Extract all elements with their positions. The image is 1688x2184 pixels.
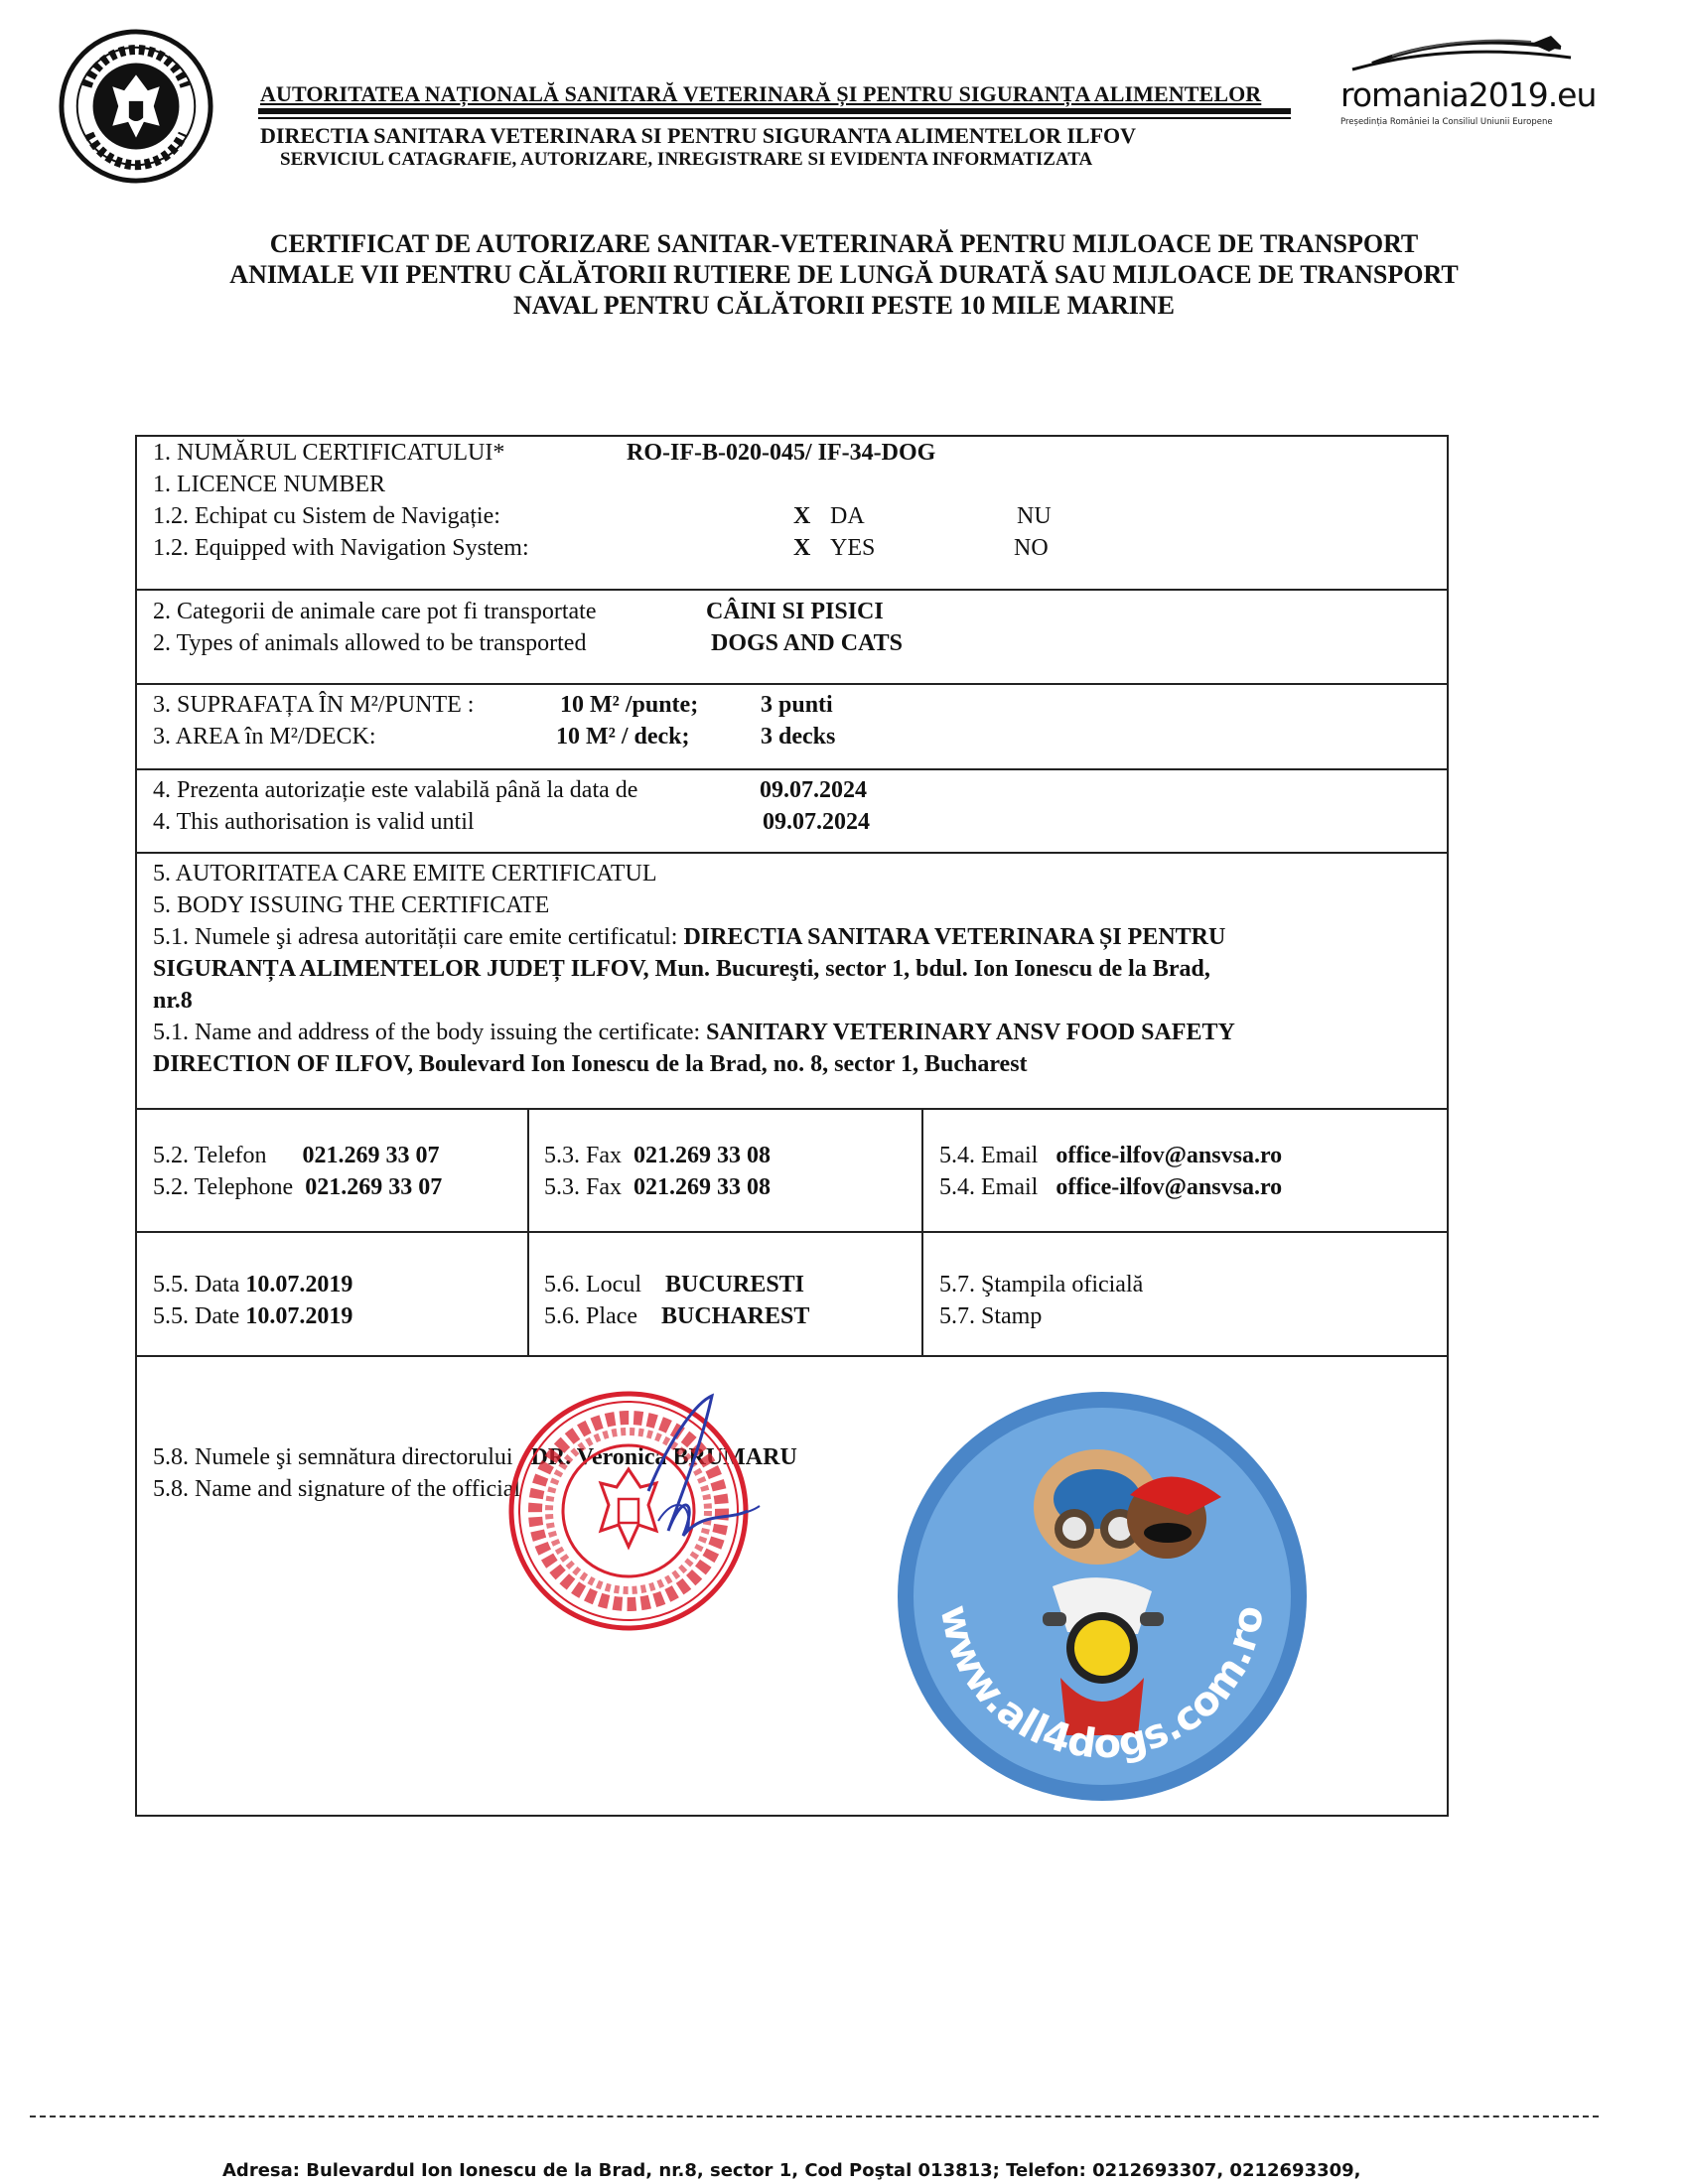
stamp-label-ro: 5.7. Ştampila oficială: [939, 1272, 1144, 1297]
navigation-no-en: NO: [1014, 535, 1049, 561]
logo-text: romania2019.eu: [1340, 75, 1597, 114]
logo-subtext: Președinția României la Consiliul Uniunii Europene: [1340, 117, 1553, 127]
fax-value-ro: 021.269 33 08: [633, 1143, 771, 1168]
date-ro: [153, 1269, 352, 1300]
fax-label-en: 5.3. Fax: [544, 1174, 622, 1200]
col-divider: [527, 1108, 529, 1355]
government-seal: [58, 28, 214, 185]
issuer-name-value-en: SANITARY VETERINARY ANSV FOOD SAFETY: [706, 1020, 1235, 1045]
validity-label-ro: 4. Prezenta autorizație este valabilă până la data de: [153, 777, 638, 803]
ship-icon: [1333, 28, 1581, 77]
telephone-en: [153, 1171, 442, 1203]
sticker-url: www.all4dogs.com.ro: [930, 1601, 1274, 1768]
animals-value-en: DOGS AND CATS: [711, 630, 903, 656]
issuer-heading-ro: 5. AUTORITATEA CARE EMITE CERTIFICATUL: [153, 861, 657, 887]
navigation-mark-ro: X: [793, 503, 811, 529]
email-en: [939, 1171, 1282, 1203]
official-label-ro: 5.8. Numele şi semnătura directorului: [153, 1444, 513, 1470]
navigation-yes-en: YES: [830, 535, 876, 561]
telephone-label-ro: 5.2. Telefon: [153, 1143, 267, 1168]
authority-name: AUTORITATEA NAȚIONALĂ SANITARĂ VETERINARĂ ȘI PENTRU SIGURANȚA ALIMENTELOR: [260, 81, 1262, 106]
issuer-name-value-ro: DIRECTIA SANITARA VETERINARA ȘI PENTRU: [683, 924, 1226, 950]
header-rule: [258, 108, 1291, 114]
sticker-url-ring: [894, 1388, 1311, 1805]
navigation-yes-ro: DA: [830, 503, 865, 529]
animals-label-en: 2. Types of animals allowed to be transported: [153, 630, 587, 656]
row-divider: [137, 852, 1447, 854]
issuer-heading-en: 5. BODY ISSUING THE CERTIFICATE: [153, 892, 550, 918]
section1-label-ro: 1. NUMĂRUL CERTIFICATULUI*: [153, 440, 505, 466]
issuer-name-label-ro: 5.1. Numele şi adresa autorității care emite certificatul:: [153, 924, 678, 950]
issuer-address-en: DIRECTION OF ILFOV, Boulevard Ion Ionescu de la Brad, no. 8, sector 1, Bucharest: [153, 1051, 1028, 1077]
official-name: DR. Veronica BRUMARU: [530, 1444, 797, 1470]
title-line-1: CERTIFICAT DE AUTORIZARE SANITAR-VETERINARĂ PENTRU MIJLOACE DE TRANSPORT: [269, 229, 1419, 258]
validity-date-en: 09.07.2024: [763, 809, 870, 835]
date-value-en: 10.07.2019: [245, 1303, 353, 1329]
certificate-number: RO-IF-B-020-045/ IF-34-DOG: [627, 440, 936, 466]
row-divider: [137, 768, 1447, 770]
place-value-en: BUCHAREST: [660, 1303, 810, 1329]
date-label-ro: 5.5. Data: [153, 1272, 240, 1297]
row-divider: [137, 589, 1447, 591]
footer-divider: [30, 2116, 1599, 2117]
row-divider: [137, 1355, 1447, 1357]
issuer-address-ro-number: nr.8: [153, 988, 193, 1014]
section1-label-en: 1. LICENCE NUMBER: [153, 472, 385, 497]
email-value-en: office-ilfov@ansvsa.ro: [1055, 1174, 1283, 1200]
place-en: [544, 1300, 809, 1332]
place-ro: [544, 1269, 804, 1300]
navigation-label-en: 1.2. Equipped with Navigation System:: [153, 535, 529, 561]
romania2019-logo: [1333, 28, 1597, 137]
row-divider: [137, 683, 1447, 685]
date-label-en: 5.5. Date: [153, 1303, 240, 1329]
validity-label-en: 4. This authorisation is valid until: [153, 809, 475, 835]
area-value-en: 10 M² / deck;: [556, 724, 690, 750]
email-value-ro: office-ilfov@ansvsa.ro: [1055, 1143, 1283, 1168]
navigation-no-ro: NU: [1017, 503, 1052, 529]
navigation-mark-en: X: [793, 535, 811, 561]
email-ro: [939, 1140, 1282, 1171]
row-divider: [137, 1108, 1447, 1110]
fax-ro: [544, 1140, 771, 1171]
decks-value-en: 3 decks: [761, 724, 836, 750]
footer-address: Adresa: Bulevardul Ion Ionescu de la Brad, nr.8, sector 1, Cod Poştal 013813; Telefon: 0212693307, 0212693309,: [222, 2160, 1361, 2181]
all4dogs-sticker: [894, 1388, 1311, 1805]
animals-label-ro: 2. Categorii de animale care pot fi transportate: [153, 599, 597, 624]
title-line-3: NAVAL PENTRU CĂLĂTORII PESTE 10 MILE MARINE: [512, 291, 1176, 320]
col-divider: [921, 1108, 923, 1355]
title-line-2: ANIMALE VII PENTRU CĂLĂTORII RUTIERE DE LUNGĂ DURATĂ SAU MIJLOACE DE TRANSPORT: [229, 260, 1459, 289]
animals-value-ro: CÂINI SI PISICI: [706, 599, 884, 624]
date-en: [153, 1300, 352, 1332]
fax-value-en: 021.269 33 08: [633, 1174, 771, 1200]
svg-text:www.all4dogs.com.ro: [931, 1601, 1273, 1767]
area-value-ro: 10 M² /punte;: [560, 692, 699, 718]
fax-label-ro: 5.3. Fax: [544, 1143, 622, 1168]
telephone-label-en: 5.2. Telephone: [153, 1174, 294, 1200]
service-name: SERVICIUL CATAGRAFIE, AUTORIZARE, INREGISTRARE SI EVIDENTA INFORMATIZATA: [280, 149, 1093, 170]
telephone-ro: [153, 1140, 440, 1171]
directorate-name: DIRECTIA SANITARA VETERINARA SI PENTRU SIGURANTA ALIMENTELOR ILFOV: [260, 123, 1137, 148]
email-label-ro: 5.4. Email: [939, 1143, 1039, 1168]
place-label-ro: 5.6. Locul: [544, 1272, 641, 1297]
date-value-ro: 10.07.2019: [245, 1272, 353, 1297]
place-label-en: 5.6. Place: [544, 1303, 637, 1329]
email-label-en: 5.4. Email: [939, 1174, 1039, 1200]
navigation-label-ro: 1.2. Echipat cu Sistem de Navigație:: [153, 503, 500, 529]
place-value-ro: BUCURESTI: [664, 1272, 805, 1297]
stamp-label-en: 5.7. Stamp: [939, 1303, 1043, 1329]
issuer-name-line-ro: [153, 921, 1225, 953]
certificate-title: [149, 228, 1539, 321]
telephone-value-ro: 021.269 33 07: [302, 1143, 440, 1168]
area-label-en: 3. AREA în M²/DECK:: [153, 724, 376, 750]
validity-date-ro: 09.07.2024: [760, 777, 867, 803]
area-label-ro: 3. SUPRAFAȚA ÎN M²/PUNTE :: [153, 692, 475, 718]
decks-value-ro: 3 punti: [761, 692, 833, 718]
issuer-name-line-en: [153, 1017, 1235, 1048]
official-stamp: [499, 1372, 777, 1650]
fax-en: [544, 1171, 771, 1203]
official-label-en: 5.8. Name and signature of the official: [153, 1476, 521, 1502]
issuer-name-label-en: 5.1. Name and address of the body issuing the certificate:: [153, 1020, 701, 1045]
telephone-value-en: 021.269 33 07: [305, 1174, 443, 1200]
row-divider: [137, 1231, 1447, 1233]
issuer-address-ro: SIGURANȚA ALIMENTELOR JUDEȚ ILFOV, Mun. Bucureşti, sector 1, bdul. Ion Ionescu de la Brad,: [153, 956, 1210, 982]
header-rule-thin: [258, 117, 1291, 119]
